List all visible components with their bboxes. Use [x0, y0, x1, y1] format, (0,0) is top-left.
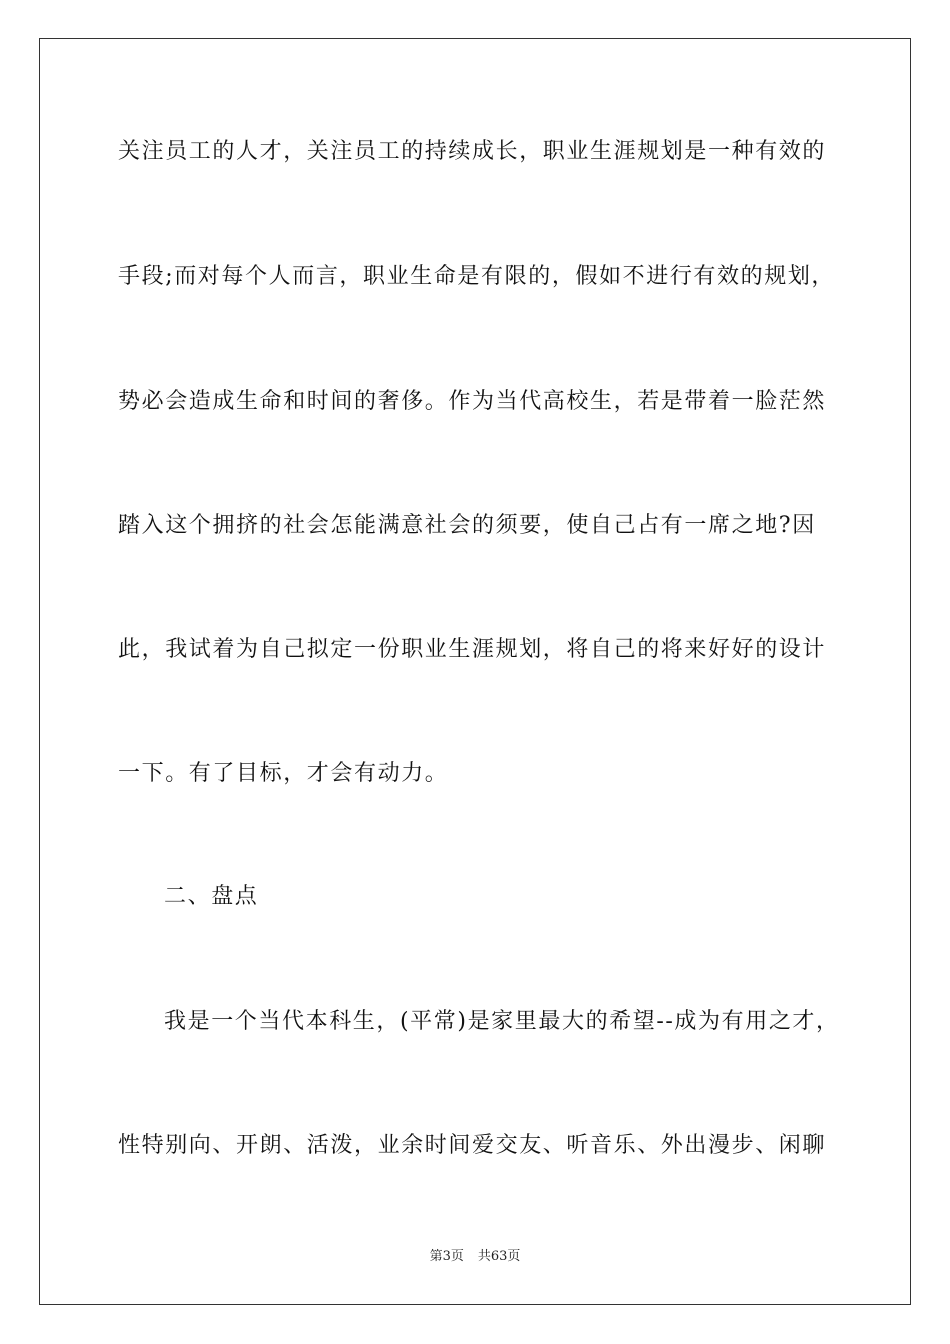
body-text-line-5: 此，我试着为自己拟定一份职业生涯规划，将自己的将来好好的设计: [118, 637, 827, 662]
page-number: 第3页: [429, 1249, 464, 1264]
body-text-line-1: 关注员工的人才，关注员工的持续成长，职业生涯规划是一种有效的: [118, 139, 827, 164]
body-text-line-2: 手段;而对每个人而言，职业生命是有限的，假如不进行有效的规划，: [118, 264, 836, 289]
page-footer: [0, 1248, 950, 1266]
body-text-line-4: 踏入这个拥挤的社会怎能满意社会的须要，使自己占有一席之地?因: [118, 513, 816, 538]
body-text-line-3: 势必会造成生命和时间的奢侈。作为当代高校生，若是带着一脸茫然: [118, 389, 827, 414]
paragraph-2-line-1: 我是一个当代本科生，(平常)是家里最大的希望--成为有用之才，: [164, 1009, 840, 1034]
paragraph-2-line-2: 性特别向、开朗、活泼，业余时间爱交友、听音乐、外出漫步、闲聊: [118, 1133, 827, 1158]
page-border: [39, 38, 911, 1305]
body-text-line-6: 一下。有了目标，才会有动力。: [118, 761, 449, 786]
section-heading: 二、盘点: [164, 884, 259, 909]
page-total: 共63页: [477, 1249, 521, 1264]
